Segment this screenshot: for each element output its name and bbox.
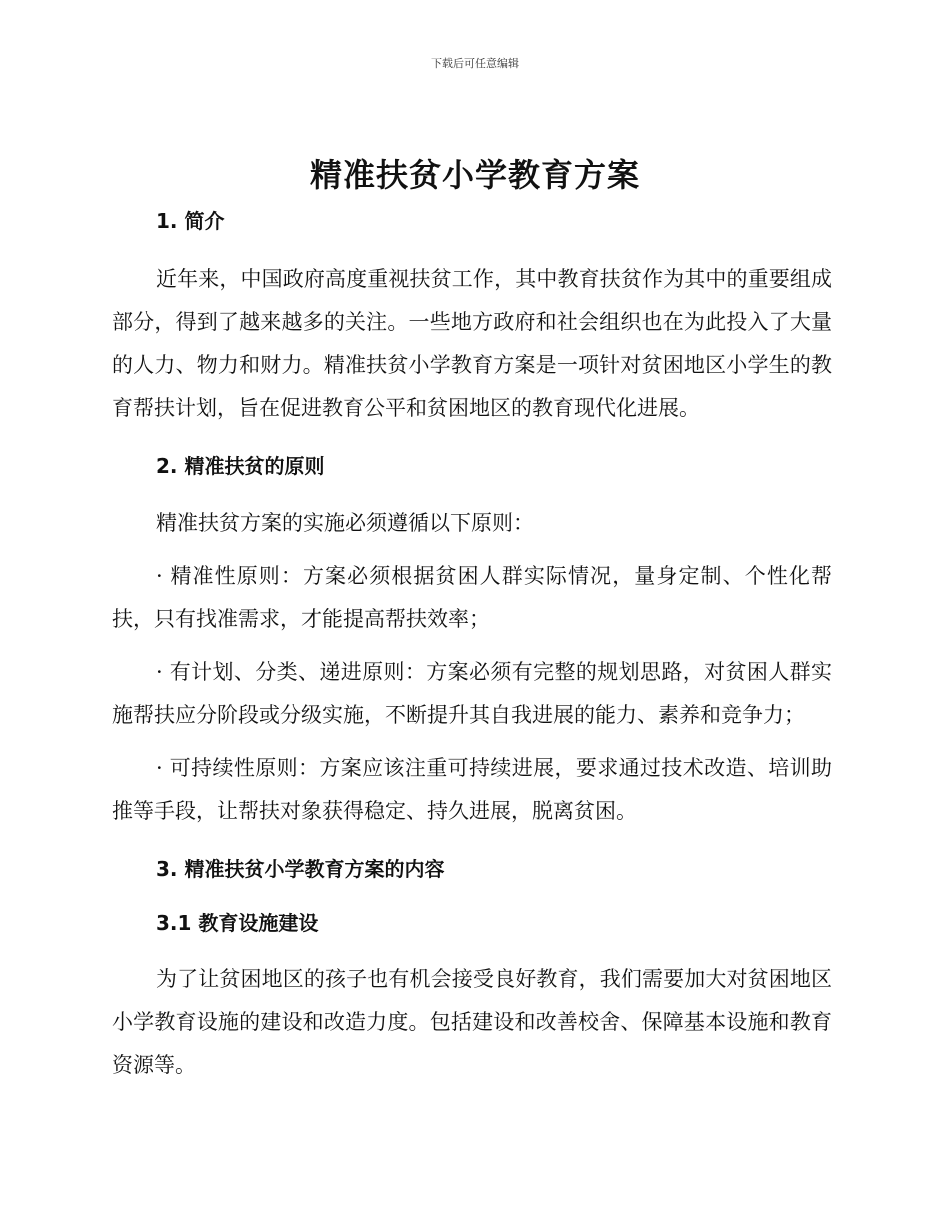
page-title: 精准扶贫小学教育方案 [309,156,640,194]
list-item-principle-precision: · 精准性原则：方案必须根据贫困人群实际情况，量身定制、个性化帮扶，只有找准需求，才能提高帮扶效率； [112,564,832,631]
section-heading-content: 3. 精准扶贫小学教育方案的内容 [156,857,445,881]
list-item-principle-planned: · 有计划、分类、递进原则：方案必须有完整的规划思路，对贫困人群实施帮扶应分阶段或分级实施，不断提升其自我进展的能力、素养和竞争力； [112,660,832,727]
subsection-heading-facilities: 3.1 教育设施建设 [156,911,319,935]
list-item-principle-sustainable: · 可持续性原则：方案应该注重可持续进展，要求通过技术改造、培训助推等手段，让帮扶对象获得稳定、持久进展，脱离贫困。 [112,756,832,823]
section-heading-principles: 2. 精准扶贫的原则 [156,454,325,478]
header-note: 下载后可任意编辑 [431,57,519,70]
paragraph-facilities: 为了让贫困地区的孩子也有机会接受良好教育，我们需要加大对贫困地区小学教育设施的建设和改造力度。包括建设和改善校舍、保障基本设施和教育资源等。 [112,967,832,1077]
document-body [112,203,832,1087]
paragraph-principles-intro: 精准扶贫方案的实施必须遵循以下原则： [156,511,534,535]
paragraph-intro: 近年来，中国政府高度重视扶贫工作，其中教育扶贫作为其中的重要组成部分，得到了越来越多的关注。一些地方政府和社会组织也在为此投入了大量的人力、物力和财力。精准扶贫小学教育方案是一项针对贫困地区小学生的教育帮扶计划，旨在促进教育公平和贫困地区的教育现代化进展。 [112,267,832,420]
section-heading-intro: 1. 简介 [156,209,225,233]
